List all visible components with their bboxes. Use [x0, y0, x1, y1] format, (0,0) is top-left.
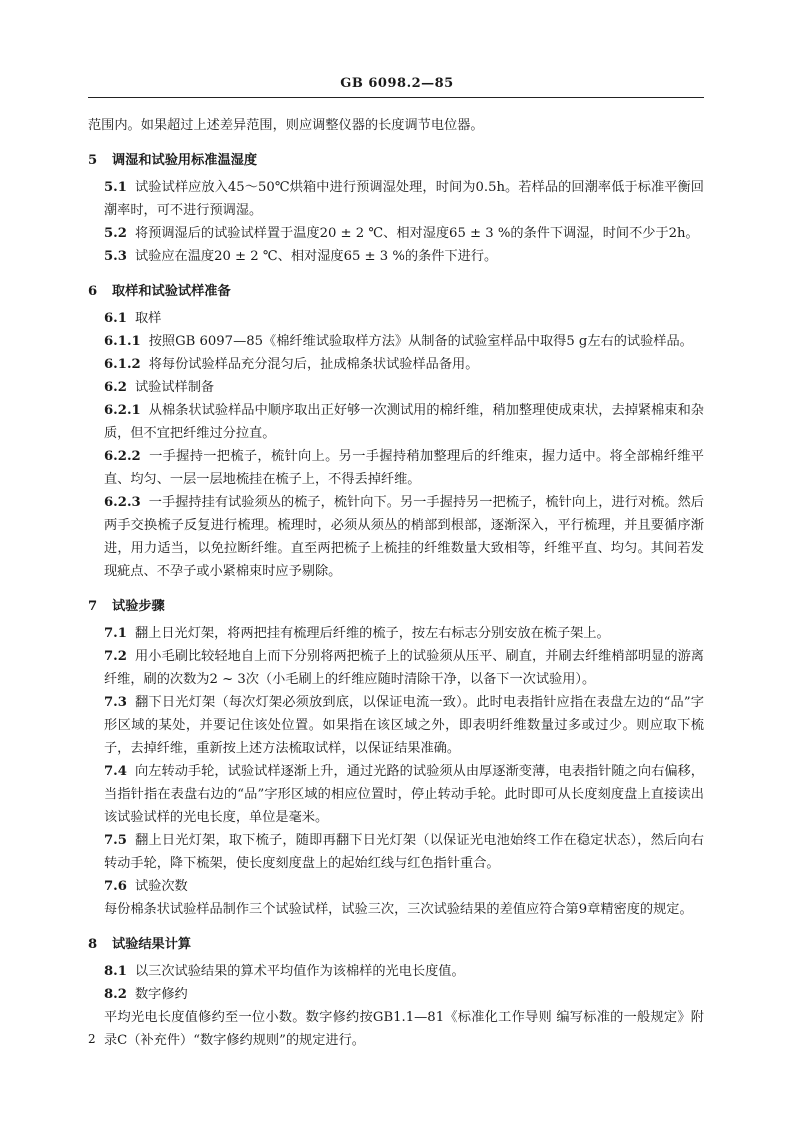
- clause-number: 6.1.2: [104, 357, 141, 372]
- clause-8-1: [88, 960, 704, 983]
- clause-number: 6.2.1: [104, 403, 141, 418]
- clause-number: 6.2: [104, 380, 127, 395]
- clause-number: 7.6: [104, 879, 127, 894]
- clause-7-4: [88, 760, 704, 829]
- clause-text: 试验应在温度20 ± 2 ℃、相对湿度65 ± 3 %的条件下进行。: [134, 249, 498, 264]
- clause-number: 6.2.2: [104, 449, 141, 464]
- clause-text: 取样: [134, 311, 162, 326]
- clause-text: 用小毛刷比较轻地自上而下分别将两把梳子上的试验须从压平、刷直，并刷去纤维梢部明显的游离纤维，刷的次数为2 ~ 3次（小毛刷上的纤维应随时清除干净，以备下一次试验用）。: [104, 649, 704, 687]
- clause-text: 试验次数: [134, 879, 188, 894]
- clause-6-2-3: [88, 491, 704, 583]
- clause-number: 7.5: [104, 833, 127, 848]
- page-header: GB 6098.2—85: [340, 76, 454, 91]
- clause-7-5: [88, 829, 704, 875]
- clause-7-1: [88, 622, 704, 645]
- clause-number: 5.3: [104, 249, 127, 264]
- section-number: 8: [88, 937, 98, 952]
- section-heading-6: [88, 280, 704, 303]
- clause-text: 将预调湿后的试验试样置于温度20 ± 2 ℃、相对湿度65 ± 3 %的条件下调湿，时间不少于2h。: [134, 226, 699, 241]
- section-number: 6: [88, 284, 98, 299]
- clause-number: 7.2: [104, 649, 127, 664]
- clause-6-2-2: [88, 445, 704, 491]
- section-title: 调湿和试验用标准温湿度: [112, 153, 258, 168]
- clause-text: 一手握持挂有试验须丛的梳子，梳针向下。另一手握持另一把梳子，梳针向上，进行对梳。然后两手交换梳子反复进行梳理。梳理时，必须从须丛的梢部到根部，逐渐深入，平行梳理，并且要循序渐进，用力适当，以免拉断纤维。直至两把梳子上梳挂的纤维数量大致相等，纤维平直、均匀。其间若发现疵点、不孕子或小紧棉束时应予剔除。: [104, 495, 704, 579]
- clause-text: 翻下日光灯架（每次灯架必须放到底，以保证电流一致）。此时电表指针应指在表盘左边的“品”字形区域的某处，并要记住该处位置。如果指在该区域之外，即表明纤维数量过多或过少。则应取下梳子，去掉纤维，重新按上述方法梳取试样，以保证结果准确。: [104, 695, 704, 756]
- clause-6-2-1: [88, 399, 704, 445]
- clause-5-2: [88, 222, 704, 245]
- clause-text: 向左转动手轮，试验试样逐渐上升，通过光路的试验须从由厚逐渐变薄，电表指针随之向右偏移，当指针指在表盘右边的“品”字形区域的相应位置时，停止转动手轮。此时即可从长度刻度盘上直接读出该试验试样的光电长度，单位是毫米。: [104, 764, 704, 825]
- section-number: 5: [88, 153, 98, 168]
- clause-number: 6.2.3: [104, 495, 141, 510]
- clause-6-1-2: [88, 353, 704, 376]
- clause-text: 翻上日光灯架，将两把挂有梳理后纤维的梳子，按左右标志分别安放在梳子架上。: [134, 626, 610, 641]
- page-number: 2: [88, 1032, 96, 1046]
- section-heading-7: [88, 595, 704, 618]
- section-heading-5: [88, 149, 704, 172]
- clause-text: 数字修约: [134, 987, 188, 1002]
- clause-5-3: [88, 245, 704, 268]
- clause-6-2: [88, 376, 704, 399]
- header-rule: [88, 97, 704, 98]
- clause-text: 一手握持一把梳子，梳针向上。另一手握持稍加整理后的纤维束，握力适中。将全部棉纤维平直、均匀、一层一层地梳挂在梳子上，不得丢掉纤维。: [104, 449, 704, 487]
- clause-8-2: [88, 983, 704, 1006]
- clause-number: 7.4: [104, 764, 127, 779]
- clause-7-2: [88, 645, 704, 691]
- clause-number: 5.2: [104, 226, 127, 241]
- section-title: 试验结果计算: [112, 937, 192, 952]
- clause-text: 以三次试验结果的算术平均值作为该棉样的光电长度值。: [134, 964, 465, 979]
- clause-text: 按照GB 6097—85《棉纤维试验取样方法》从制备的试验室样品中取得5 g左右的试验样品。: [148, 334, 693, 349]
- clause-7-3: [88, 691, 704, 760]
- clause-text: 从棉条状试验样品中顺序取出正好够一次测试用的棉纤维，稍加整理使成束状，去掉紧棉束和杂质，但不宜把纤维过分拉直。: [104, 403, 704, 441]
- section-heading-8: [88, 933, 704, 956]
- clause-5-1: [88, 176, 704, 222]
- clause-6-1: [88, 307, 704, 330]
- clause-number: 8.2: [104, 987, 127, 1002]
- clause-text: 试验试样制备: [134, 380, 215, 395]
- clause-text: 将每份试验样品充分混匀后，扯成棉条状试验样品备用。: [148, 357, 479, 372]
- document-body: [88, 114, 704, 1052]
- clause-7-6-body: 每份棉条状试验样品制作三个试验试样，试验三次，三次试验结果的差值应符合第9章精密度的规定。: [104, 902, 693, 917]
- clause-number: 8.1: [104, 964, 127, 979]
- clause-number: 6.1: [104, 311, 127, 326]
- continuation-paragraph: 范围内。如果超过上述差异范围，则应调整仪器的长度调节电位器。: [88, 118, 484, 133]
- section-number: 7: [88, 599, 98, 614]
- clause-7-6: [88, 875, 704, 898]
- clause-number: 7.3: [104, 695, 127, 710]
- clause-number: 5.1: [104, 180, 127, 195]
- clause-number: 7.1: [104, 626, 127, 641]
- section-title: 试验步骤: [112, 599, 165, 614]
- section-title: 取样和试验试样准备: [112, 284, 231, 299]
- clause-8-2-body: 平均光电长度值修约至一位小数。数字修约按GB1.1—81《标准化工作导则 编写标准的一般规定》附录C（补充件）“数字修约规则”的规定进行。: [104, 1010, 704, 1048]
- clause-number: 6.1.1: [104, 334, 141, 349]
- clause-6-1-1: [88, 330, 704, 353]
- clause-text: 翻上日光灯架，取下梳子，随即再翻下日光灯架（以保证光电池始终工作在稳定状态），然后向右转动手轮，降下梳架，使长度刻度盘上的起始红线与红色指针重合。: [104, 833, 704, 871]
- clause-text: 试验试样应放入45～50℃烘箱中进行预调湿处理，时间为0.5h。若样品的回潮率低于标准平衡回潮率时，可不进行预调湿。: [104, 180, 704, 218]
